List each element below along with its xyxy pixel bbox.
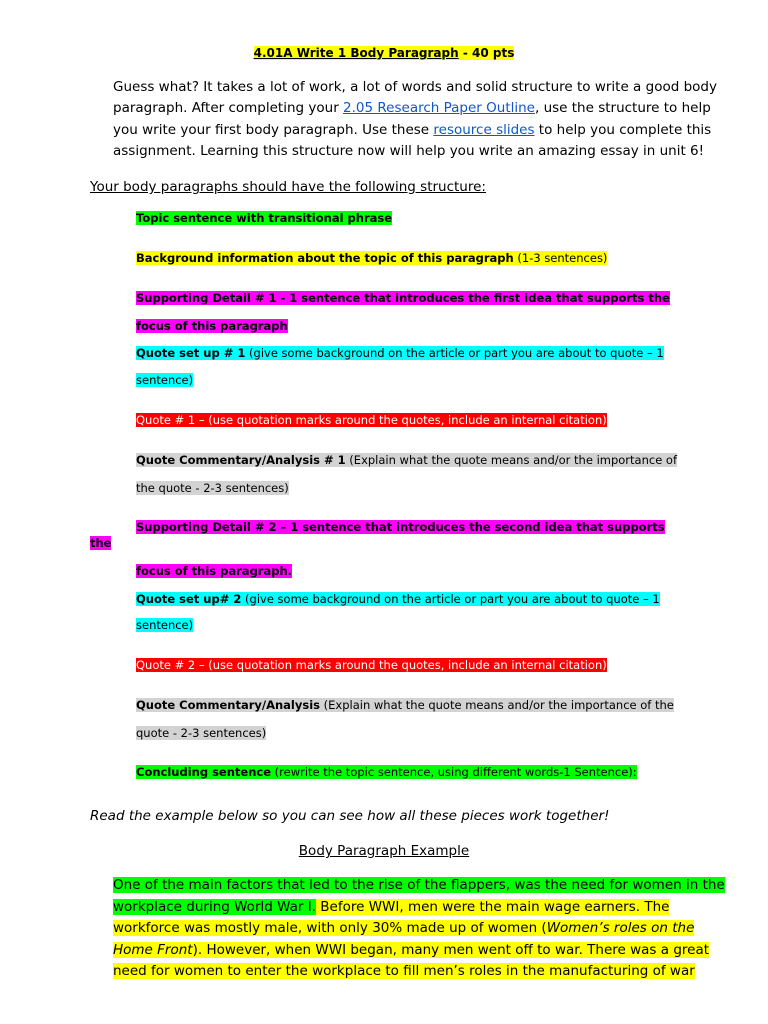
intro-line-2: paragraph. After completing your 2.05 Research Paper Outline, use the structure to help <box>113 100 711 116</box>
resource-slides-link[interactable]: resource slides <box>433 122 535 138</box>
example-intro: Read the example below so you can see how all these pieces work together! <box>90 808 610 824</box>
intro-line-4: assignment. Learning this structure now will help you write an amazing essay in unit 6! <box>113 143 705 159</box>
example-line-5: need for women to enter the workplace to fill men’s roles in the manufacturing of war <box>113 963 695 979</box>
quote-setup-1-line-1: Quote set up # 1 (give some background on the article or part you are about to quote – 1 <box>136 346 664 360</box>
background-item: Background information about the topic of this paragraph (1-3 sentences) <box>136 251 608 265</box>
quote-1-item: Quote # 1 – (use quotation marks around the quotes, include an internal citation) <box>136 413 607 427</box>
supporting-detail-2-line-2: focus of this paragraph. <box>136 564 293 578</box>
topic-sentence-item: Topic sentence with transitional phrase <box>136 211 393 225</box>
concluding-sentence-item: Concluding sentence (rewrite the topic sentence, using different words-1 Sentence): <box>136 765 637 779</box>
supporting-detail-1-line-2: focus of this paragraph <box>136 319 288 333</box>
example-title: Body Paragraph Example <box>298 843 470 859</box>
supporting-detail-1-line-1: Supporting Detail # 1 - 1 sentence that introduces the first idea that supports the <box>136 291 670 305</box>
quote-2-item: Quote # 2 – (use quotation marks around the quotes, include an internal citation) <box>136 658 607 672</box>
structure-heading: Your body paragraphs should have the following structure: <box>90 179 486 195</box>
commentary-1-line-1: Quote Commentary/Analysis # 1 (Explain what the quote means and/or the importance of <box>136 453 678 467</box>
example-line-4: Home Front). However, when WWI began, many men went off to war. There was a great <box>113 942 710 958</box>
quote-setup-1-line-2: sentence) <box>136 373 194 387</box>
assignment-title: 4.01A Write 1 Body Paragraph - 40 pts <box>253 46 515 60</box>
example-line-2: workplace during World War I. Before WWI, men were the main wage earners. The <box>113 899 670 915</box>
supporting-detail-2-line-1: Supporting Detail # 2 – 1 sentence that introduces the second idea that supports <box>136 520 665 534</box>
intro-line-1: Guess what? It takes a lot of work, a lot of words and solid structure to write a good body <box>113 79 717 95</box>
commentary-1-line-2: the quote - 2-3 sentences) <box>136 481 289 495</box>
commentary-2-line-1: Quote Commentary/Analysis (Explain what the quote means and/or the importance of the <box>136 698 674 712</box>
quote-setup-2-line-2: sentence) <box>136 618 194 632</box>
quote-setup-2-line-1: Quote set up# 2 (give some background on the article or part you are about to quote – 1 <box>136 592 660 606</box>
research-outline-link[interactable]: 2.05 Research Paper Outline <box>343 100 535 116</box>
commentary-2-line-2: quote - 2-3 sentences) <box>136 726 267 740</box>
supporting-detail-2-wrap: the <box>90 536 112 550</box>
example-line-1: One of the main factors that led to the rise of the flappers, was the need for women in the <box>113 877 725 893</box>
example-line-3: workforce was mostly male, with only 30% made up of women (Women’s roles on the <box>113 920 695 936</box>
intro-line-3: you write your first body paragraph. Use these resource slides to help you complete this <box>113 122 712 138</box>
